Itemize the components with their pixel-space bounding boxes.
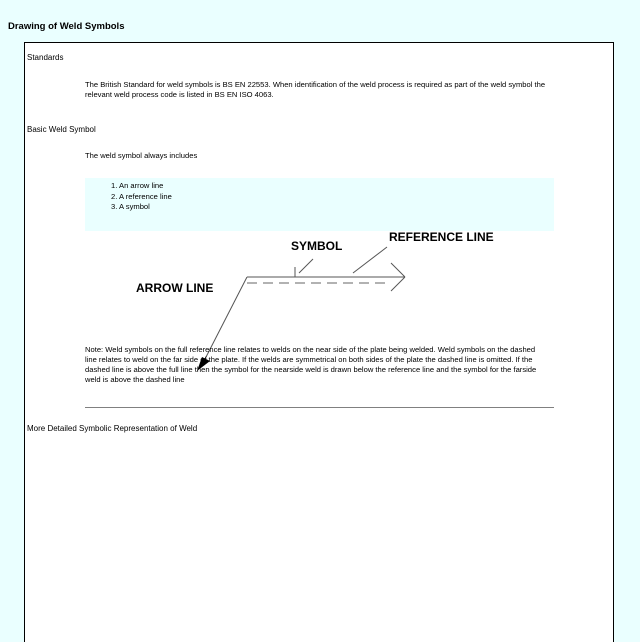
symbol-leader-line xyxy=(299,259,313,273)
reference-leader-line xyxy=(353,247,387,273)
tail-line xyxy=(391,277,405,291)
standards-text-line: The British Standard for weld symbols is BS EN 22553. When identification of the weld process is required as part of the weld symbol the xyxy=(85,80,546,89)
divider xyxy=(85,407,554,408)
symbol-label: SYMBOL xyxy=(291,239,343,253)
content-panel xyxy=(24,42,614,642)
list-item: 2. A reference line xyxy=(111,191,172,201)
note-text xyxy=(85,345,536,385)
standards-text xyxy=(85,80,545,100)
detailed-representation-heading: More Detailed Symbolic Representation of Weld xyxy=(27,424,198,433)
weld-symbol-drawing xyxy=(125,225,525,335)
basic-weld-symbol-heading: Basic Weld Symbol xyxy=(27,125,96,134)
note-text-line: line relates to weld on the far side of the plate. If the welds are symmetrical on both sides of the plate the dashed line is omitted. If the xyxy=(85,355,533,364)
weld-symbol-components-list xyxy=(85,178,554,231)
list-item: 1. An arrow line xyxy=(111,181,164,190)
list-item: 3. A symbol xyxy=(111,202,150,211)
page-title: Drawing of Weld Symbols xyxy=(8,21,125,32)
basic-intro-text: The weld symbol always includes xyxy=(85,151,198,160)
note-text-line: weld is above the dashed line xyxy=(85,375,185,384)
tail-line xyxy=(391,263,405,277)
reference-line-label: REFERENCE LINE xyxy=(389,230,494,244)
note-text-line: Note: Weld symbols on the full reference line relates to welds on the near side of the plate being welded. Weld symbols on the dashed xyxy=(85,345,536,354)
weld-symbol-diagram xyxy=(125,225,525,335)
standards-heading: Standards xyxy=(27,53,64,62)
standards-text-line: relevant weld process code is listed in BS EN ISO 4063. xyxy=(85,90,274,99)
note-text-line: dashed line is above the full line then the symbol for the nearside weld is drawn below the reference line and the symbol for the farside xyxy=(85,365,537,374)
arrow-line-label: ARROW LINE xyxy=(136,281,214,295)
